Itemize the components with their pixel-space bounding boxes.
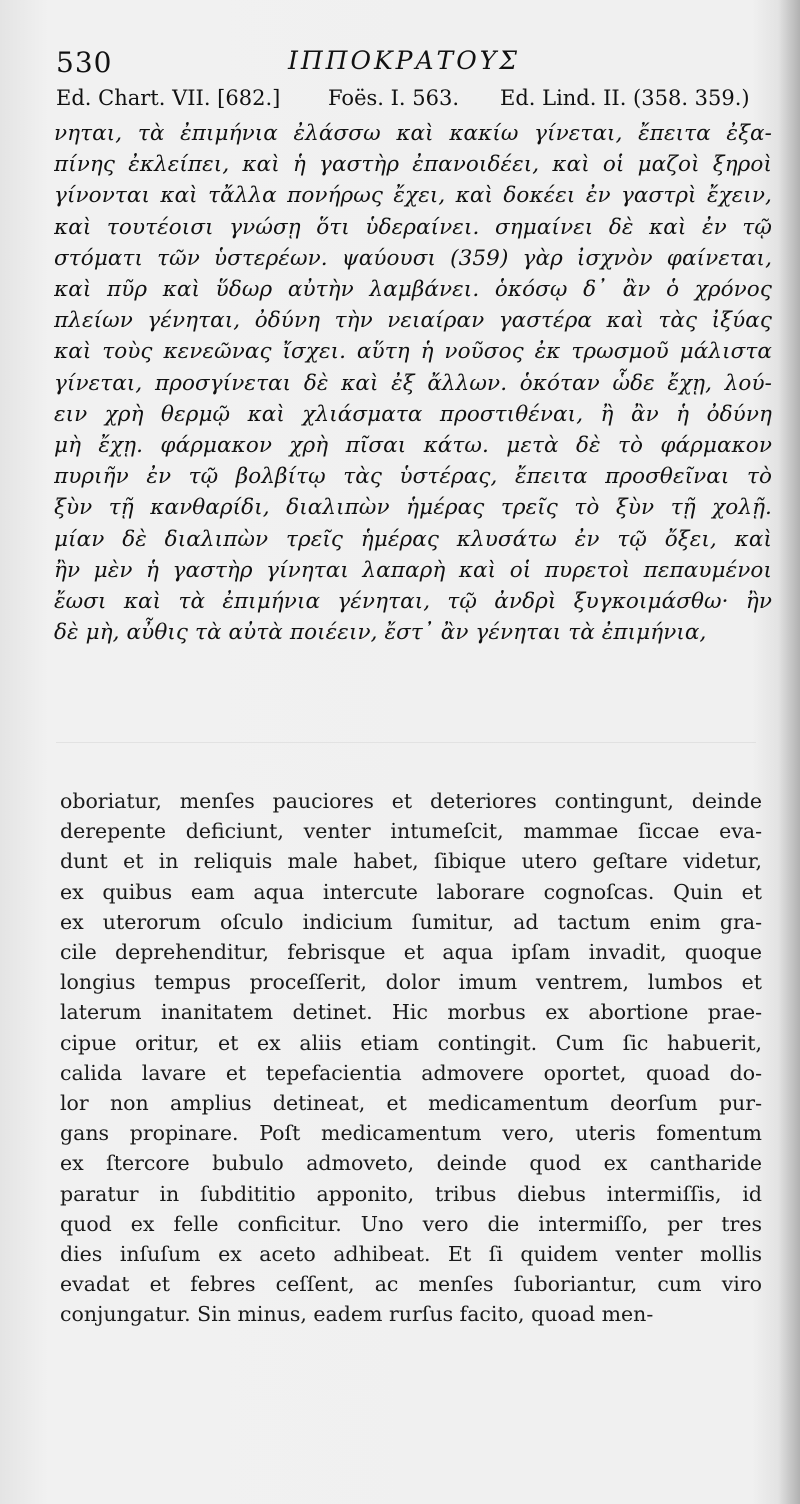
chartier-reference: Ed. Chart. VII. [682.] [56,86,281,110]
greek-line: ἔωσι καὶ τὰ ἐπιμήνια γένηται, τῷ ἀνδρὶ ξυγκοιμάσθω· ἢν [54,589,772,615]
greek-line: μὴ ἔχῃ. φάρμακον χρὴ πῖσαι κάτω. μετὰ δὲ τὸ φάρμακον [54,433,772,459]
page-header [56,40,756,84]
latin-line: cipue oritur, et ex aliis etiam contingit. Cum ſic habuerit, [60,1030,762,1055]
greek-line: πίνης ἐκλείπει, καὶ ἡ γαστὴρ ἐπανοιδέει, καὶ οἱ μαζοὶ ξηροὶ [54,152,772,178]
latin-line: oboriatur, menſes pauciores et deteriores contingunt, deinde [60,789,762,813]
latin-line: gans propinare. Poſt medicamentum vero, uteris fomentum [60,1121,762,1146]
greek-line: γίνονται καὶ τἄλλα πονήρως ἔχει, καὶ δοκέει ἐν γαστρὶ ἔχειν, [54,183,772,209]
greek-line: πλείων γένηται, ὀδύνη τὴν νειαίραν γαστέρα καὶ τὰς ἰξύας [54,308,772,334]
latin-line: laterum inanitatem detinet. Hic morbus ex abortione prae- [60,1000,762,1025]
greek-line: γίνεται, προσγίνεται δὲ καὶ ἐξ ἄλλων. ὁκόταν ὧδε ἔχῃ, λού- [54,370,772,396]
linden-reference: Ed. Lind. II. (358. 359.) [500,86,750,110]
latin-translation [60,786,762,1330]
latin-line: ex quibus eam aqua intercute laborare cognoſcas. Quin et [60,879,762,904]
latin-line: cile deprehenditur, febrisque et aqua ipſam invadit, quoque [60,940,762,965]
latin-line: dies inſuſum ex aceto adhibeat. Et ſi quidem venter mollis [60,1242,762,1267]
greek-line: καὶ πῦρ καὶ ὕδωρ αὐτὴν λαμβάνει. ὁκόσῳ δ᾽ ἂν ὁ χρόνος [54,277,772,303]
latin-line: longius tempus proceſſerit, dolor imum ventrem, lumbos et [60,970,762,995]
latin-line: calida lavare et tepefacientia admovere oportet, quoad do- [60,1060,762,1085]
latin-line: quod ex felle conficitur. Uno vero die intermiſſo, per tres [60,1211,762,1236]
greek-text [54,118,772,648]
greek-line: ἢν μὲν ἡ γαστὴρ γίνηται λαπαρὴ καὶ οἱ πυρετοὶ πεπαυμένοι [54,557,772,583]
greek-line: στόματι τῶν ὑστερέων. ψαύουσι (359) γὰρ ἰσχνὸν φαίνεται, [54,245,772,271]
latin-line: lor non amplius detineat, et medicamentum deorſum pur- [60,1091,762,1116]
latin-line: ex ſtercore bubulo admoveto, deinde quod ex cantharide [60,1151,762,1176]
latin-line: dunt et in reliquis male habet, ſibique utero geſtare videtur, [60,849,762,874]
page-edge-shadow [778,0,800,1504]
section-divider [56,742,756,743]
latin-line: paratur in ſubdititio apponito, tribus diebus intermiſſis, id [60,1181,762,1206]
page-number: 530 [56,46,113,79]
greek-line: δὲ μὴ, αὖθις τὰ αὐτὰ ποιέειν, ἔστ᾽ ἂν γένηται τὰ ἐπιμήνια, [54,620,707,646]
greek-line: ξὺν τῇ κανθαρίδι, διαλιπὼν ἡμέρας τρεῖς τὸ ξὺν τῇ χολῇ. [54,495,772,521]
latin-line: derepente deficiunt, venter intumeſcit, mammae ſiccae eva- [60,819,762,844]
greek-line: καὶ τοὺς κενεῶνας ἴσχει. αὕτη ἡ νοῦσος ἐκ τρωσμοῦ μάλιστα [54,339,772,365]
edition-references [56,86,776,122]
greek-line: πυριῆν ἐν τῷ βολβίτῳ τὰς ὑστέρας, ἔπειτα προσθεῖναι τὸ [54,464,772,490]
latin-line: evadat et febres ceſſent, ac menſes ſuboriantur, cum viro [60,1272,762,1297]
greek-line: καὶ τουτέοισι γνώσῃ ὅτι ὑδεραίνει. σημαίνει δὲ καὶ ἐν τῷ [54,214,772,240]
greek-line: μίαν δὲ διαλιπὼν τρεῖς ἡμέρας κλυσάτω ἐν τῷ ὄξει, καὶ [54,526,772,552]
foesius-reference: Foës. I. 563. [328,86,460,110]
latin-line: conjungatur. Sin minus, eadem rurſus facito, quoad men- [60,1302,654,1327]
greek-line: νηται, τὰ ἐπιμήνια ἐλάσσω καὶ κακίω γίνεται, ἔπειτα ἐξα- [54,121,772,146]
running-title: ΙΠΠΟΚΡΑΤΟΥΣ [288,46,520,75]
greek-line: ειν χρὴ θερμῷ καὶ χλιάσματα προστιθέναι, ἢ ἂν ἡ ὀδύνη [54,401,772,427]
latin-line: ex uterorum oſculo indicium ſumitur, ad tactum enim gra- [60,909,762,934]
